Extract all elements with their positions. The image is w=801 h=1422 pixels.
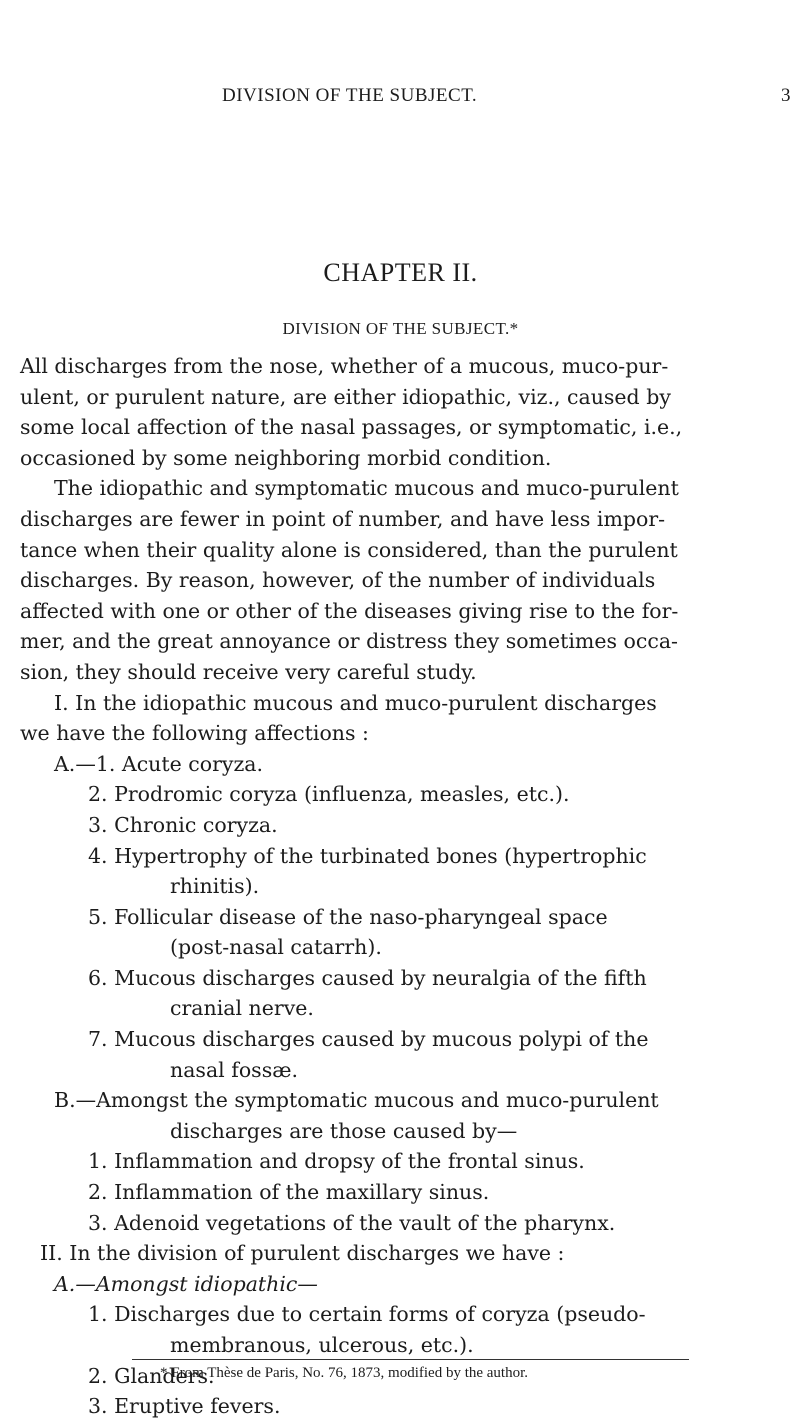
footnote-divider (132, 1359, 689, 1360)
list-item: 1. Inflammation and dropsy of the frontal sinus. (88, 1149, 585, 1174)
list-item: II. In the division of purulent discharges we have : (40, 1241, 565, 1266)
body-text (20, 351, 790, 1422)
text-line: occasioned by some neighboring morbid condition. (20, 445, 552, 470)
text-line: sion, they should receive very careful study. (20, 659, 477, 684)
list-item-continuation: discharges are those caused by— (170, 1118, 518, 1143)
footnote: * From Thèse de Paris, No. 76, 1873, modified by the author. (160, 1365, 529, 1381)
chapter-subtitle: DIVISION OF THE SUBJECT.* (282, 319, 519, 338)
chapter-title: CHAPTER II. (323, 258, 478, 287)
text-line: mer, and the great annoyance or distress they sometimes occa- (20, 629, 678, 654)
running-head-title: DIVISION OF THE SUBJECT. (222, 85, 478, 106)
list-item: 1. Discharges due to certain forms of coryza (pseudo- (88, 1302, 646, 1327)
list-item: B.—Amongst the symptomatic mucous and muco-purulent (54, 1088, 659, 1113)
list-item: 3. Adenoid vegetations of the vault of the pharynx. (88, 1210, 616, 1235)
text-line: tance when their quality alone is considered, than the purulent (20, 537, 678, 562)
list-item-continuation: (post-nasal catarrh). (170, 935, 382, 960)
text-line: ulent, or purulent nature, are either idiopathic, viz., caused by (20, 384, 671, 409)
text-line: we have the following affections : (20, 721, 369, 746)
list-item-continuation: membranous, ulcerous, etc.). (170, 1333, 474, 1357)
list-item: A.—Amongst idiopathic— (54, 1271, 318, 1296)
list-item: 5. Follicular disease of the naso-pharyngeal space (88, 904, 608, 929)
list-item-continuation: cranial nerve. (170, 996, 314, 1021)
list-item: 4. Hypertrophy of the turbinated bones (hypertrophic (88, 843, 647, 868)
text-line: affected with one or other of the diseases giving rise to the for- (20, 598, 679, 623)
text-line: I. In the idiopathic mucous and muco-purulent discharges (54, 690, 657, 715)
list-item: 3. Chronic coryza. (88, 812, 278, 837)
list-item: A.—1. Acute coryza. (54, 751, 264, 776)
list-item: 2. Glanders. (88, 1363, 215, 1388)
text-line: discharges are fewer in point of number, and have less impor- (20, 506, 666, 531)
text-line: The idiopathic and symptomatic mucous and muco-purulent (54, 476, 679, 501)
list-item: 3. Eruptive fevers. (88, 1394, 281, 1419)
list-item-continuation: rhinitis). (170, 874, 260, 899)
text-line: some local affection of the nasal passages, or symptomatic, i.e., (20, 415, 683, 440)
list-item: 2. Prodromic coryza (influenza, measles, etc.). (88, 782, 570, 807)
list-item: 2. Inflammation of the maxillary sinus. (88, 1180, 490, 1205)
text-line: All discharges from the nose, whether of a mucous, muco-pur- (20, 354, 669, 378)
list-item: 6. Mucous discharges caused by neuralgia of the fifth (88, 965, 647, 990)
list-item-continuation: nasal fossæ. (170, 1057, 298, 1082)
page-number: 3 (781, 85, 791, 106)
text-line: discharges. By reason, however, of the number of individuals (20, 568, 656, 593)
running-head (0, 85, 801, 115)
list-item: 7. Mucous discharges caused by mucous polypi of the (88, 1027, 649, 1052)
